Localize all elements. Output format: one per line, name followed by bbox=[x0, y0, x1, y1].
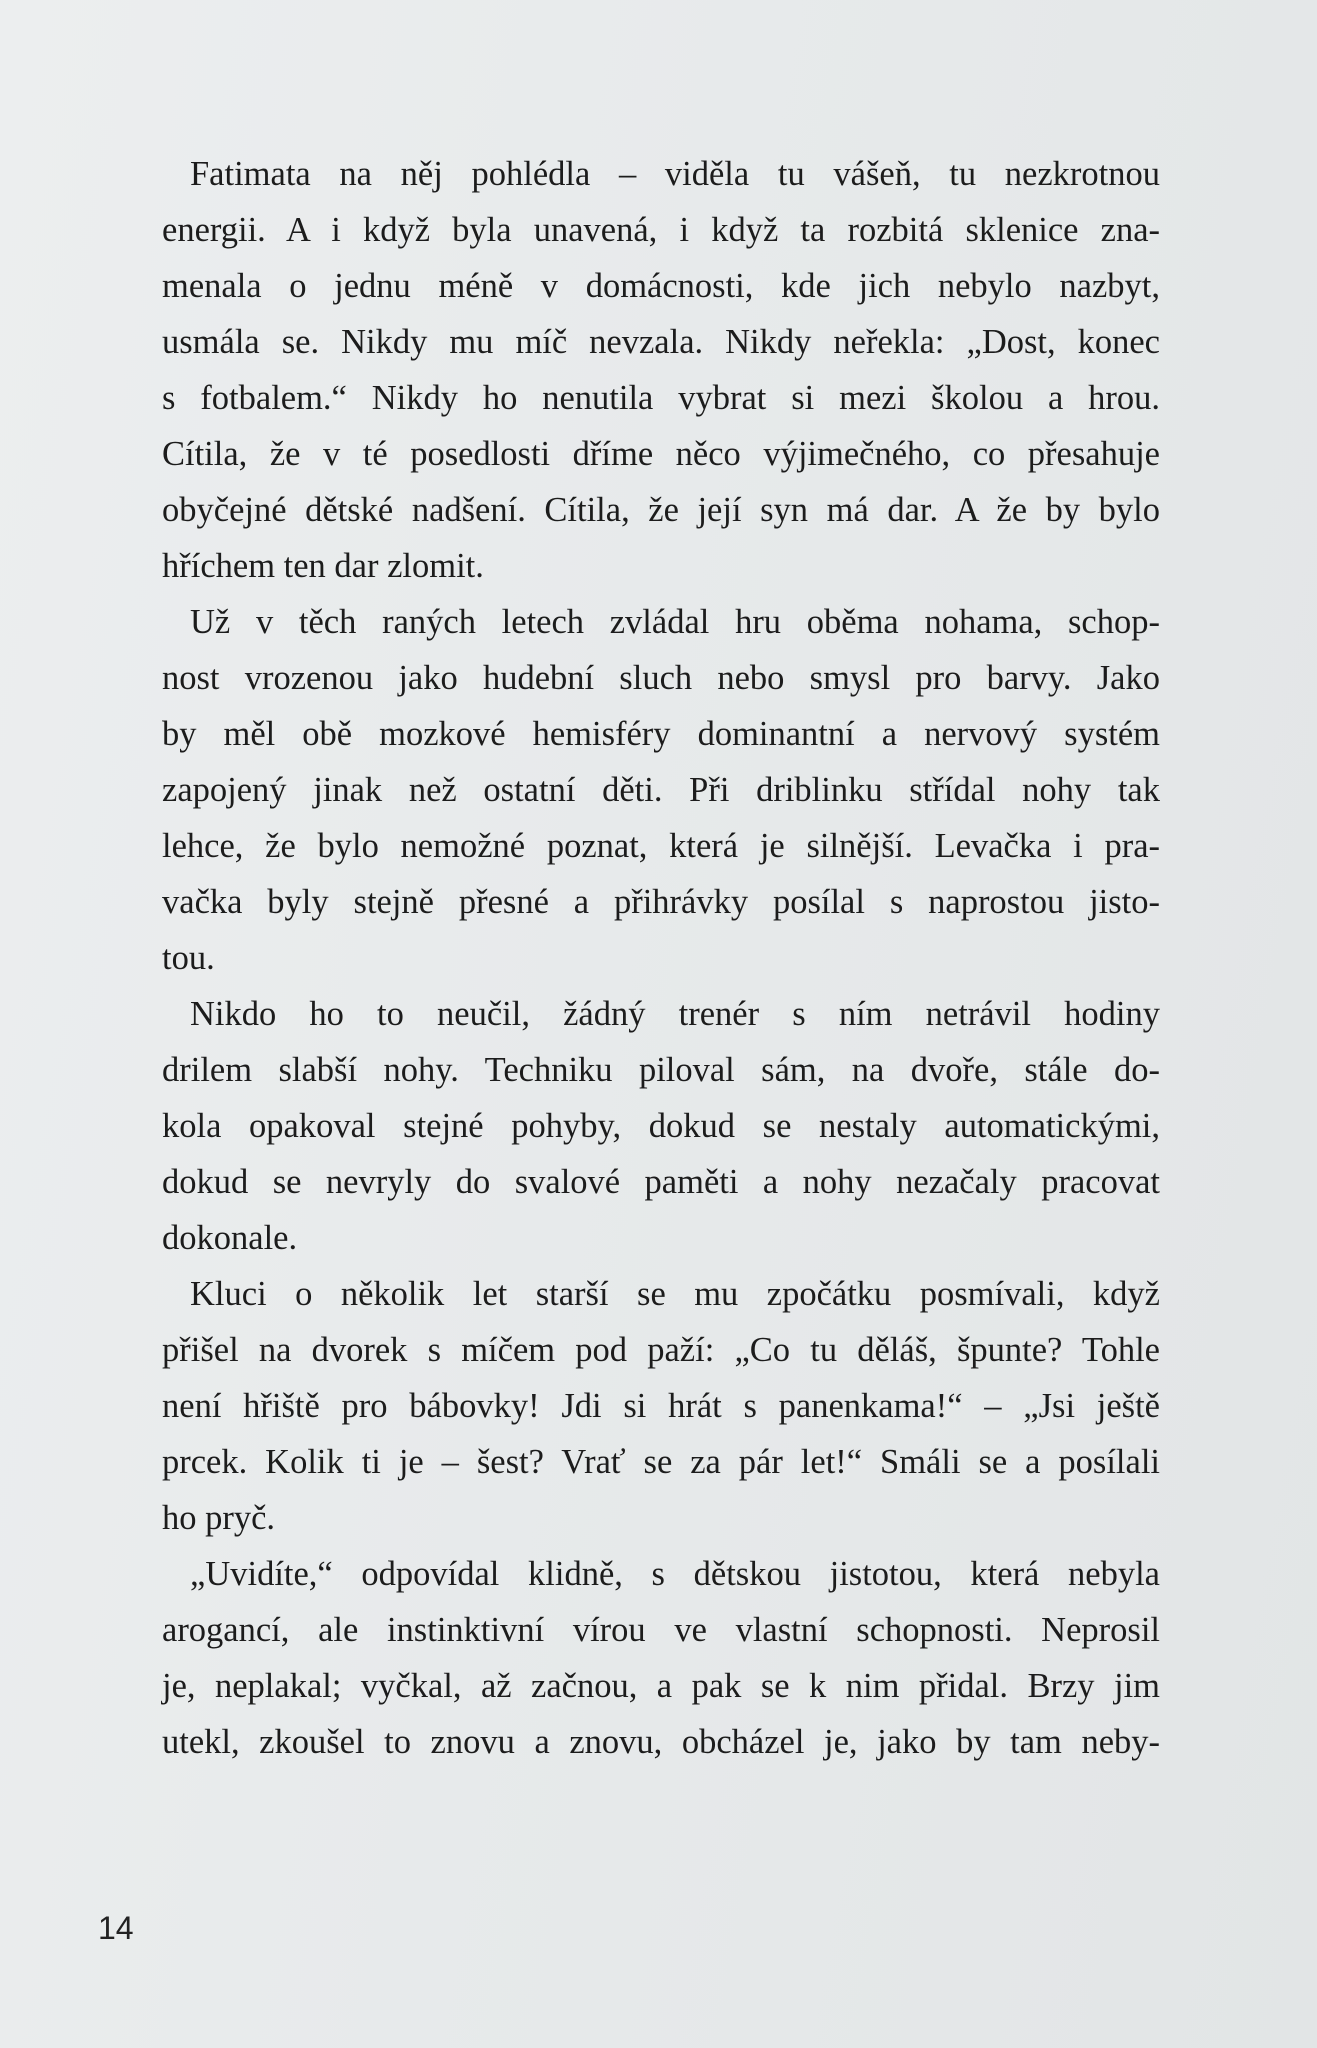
text-line: Fatimata na něj pohlédla – viděla tu vášeň, tu nezkrotnou bbox=[190, 155, 1160, 193]
text-line: kola opakoval stejné pohyby, dokud se nestaly automatickými, bbox=[162, 1107, 1160, 1145]
text-line: „Uvidíte,“ odpovídal klidně, s dětskou jistotou, která nebyla bbox=[190, 1555, 1160, 1593]
text-line: Nikdo ho to neučil, žádný trenér s ním netrávil hodiny bbox=[190, 995, 1160, 1033]
text-line: dokud se nevryly do svalové paměti a nohy nezačaly pracovat bbox=[162, 1163, 1160, 1201]
page-number: 14 bbox=[98, 1910, 134, 1946]
paragraph bbox=[162, 986, 1160, 1266]
body-text bbox=[162, 146, 1160, 1770]
paragraph bbox=[162, 146, 1160, 594]
text-line: nost vrozenou jako hudební sluch nebo smysl pro barvy. Jako bbox=[162, 659, 1160, 697]
text-line: drilem slabší nohy. Techniku piloval sám, na dvoře, stále do- bbox=[162, 1051, 1160, 1089]
text-line: není hřiště pro bábovky! Jdi si hrát s panenkama!“ – „Jsi ještě bbox=[162, 1387, 1160, 1425]
text-line: přišel na dvorek s míčem pod paží: „Co tu děláš, špunte? Tohle bbox=[162, 1331, 1160, 1369]
text-line: usmála se. Nikdy mu míč nevzala. Nikdy neřekla: „Dost, konec bbox=[162, 323, 1160, 361]
text-line: vačka byly stejně přesné a přihrávky posílal s naprostou jisto- bbox=[162, 883, 1160, 921]
text-line: Kluci o několik let starší se mu zpočátku posmívali, když bbox=[190, 1275, 1160, 1313]
text-line: utekl, zkoušel to znovu a znovu, obcházel je, jako by tam neby- bbox=[162, 1723, 1160, 1761]
text-line: obyčejné dětské nadšení. Cítila, že její syn má dar. A že by bylo bbox=[162, 491, 1160, 529]
text-line: hříchem ten dar zlomit. bbox=[162, 547, 484, 585]
text-line: arogancí, ale instinktivní vírou ve vlastní schopnosti. Neprosil bbox=[162, 1611, 1160, 1649]
paragraph bbox=[162, 594, 1160, 986]
text-line: prcek. Kolik ti je – šest? Vrať se za pár let!“ Smáli se a posílali bbox=[162, 1443, 1160, 1481]
text-line: dokonale. bbox=[162, 1219, 298, 1257]
paragraph bbox=[162, 1266, 1160, 1546]
text-line: menala o jednu méně v domácnosti, kde jich nebylo nazbyt, bbox=[162, 267, 1160, 305]
text-line: Už v těch raných letech zvládal hru oběma nohama, schop- bbox=[190, 603, 1160, 641]
text-line: tou. bbox=[162, 939, 215, 977]
text-line: by měl obě mozkové hemisféry dominantní a nervový systém bbox=[162, 715, 1160, 753]
text-line: lehce, že bylo nemožné poznat, která je silnější. Levačka i pra- bbox=[162, 827, 1160, 865]
text-line: ho pryč. bbox=[162, 1499, 276, 1537]
paragraph bbox=[162, 1546, 1160, 1770]
text-line: energii. A i když byla unavená, i když ta rozbitá sklenice zna- bbox=[162, 211, 1160, 249]
text-line: je, neplakal; vyčkal, až začnou, a pak se k nim přidal. Brzy jim bbox=[162, 1667, 1160, 1705]
text-line: zapojený jinak než ostatní děti. Při driblinku střídal nohy tak bbox=[162, 771, 1160, 809]
text-line: Cítila, že v té posedlosti dříme něco výjimečného, co přesahuje bbox=[162, 435, 1160, 473]
text-line: s fotbalem.“ Nikdy ho nenutila vybrat si mezi školou a hrou. bbox=[162, 379, 1160, 417]
